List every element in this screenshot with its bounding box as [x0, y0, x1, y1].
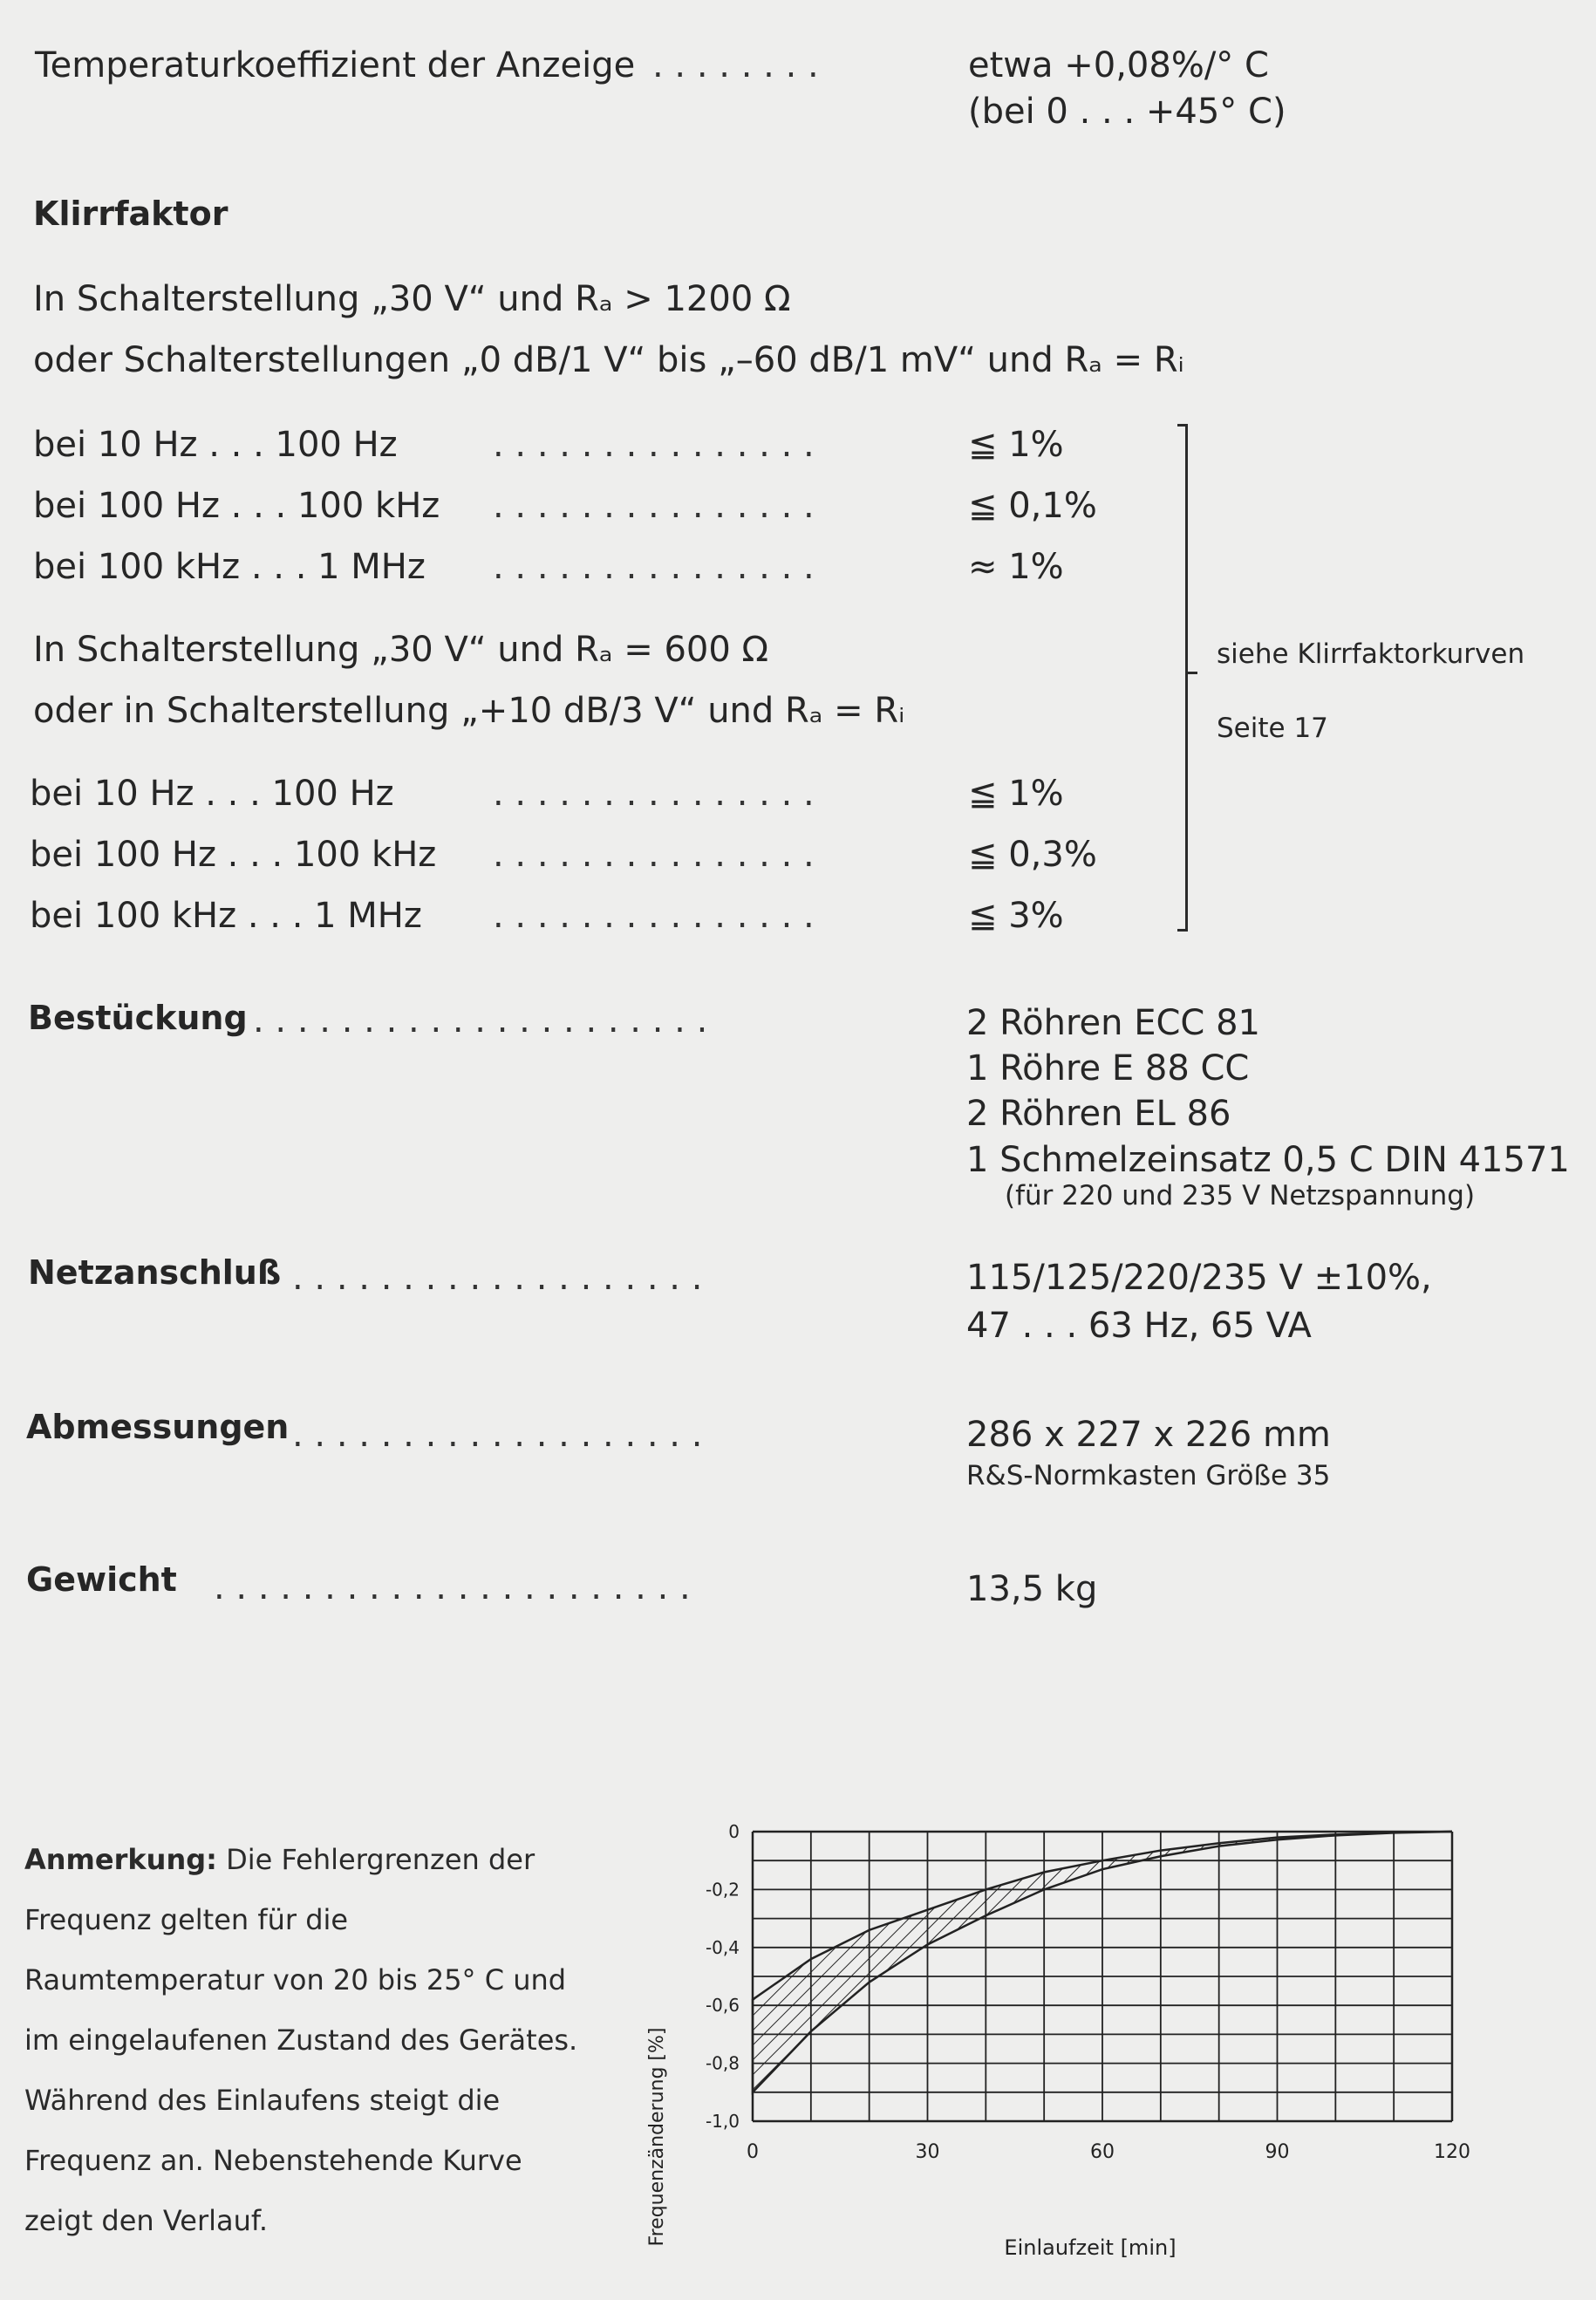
distortion-value: ≦ 1%	[968, 774, 1064, 814]
distortion-value: ≦ 0,1%	[968, 486, 1097, 526]
leader-dots: . . . . . . . . . . . . . . . . . . .	[292, 1258, 703, 1298]
weight-value: 13,5 kg	[966, 1569, 1098, 1609]
anmerkung-text: Die Fehlergrenzen der Frequenz gelten für die Raumtemperatur von 20 bis 25° C und im eingelaufenen Zustand des Gerätes. Während des Einlaufens steigt die Frequenz an. Nebenstehende Kurve zeigt den Verlauf.	[24, 1843, 578, 2237]
distortion-freq: bei 100 kHz . . . 1 MHz	[33, 547, 426, 587]
warmup-frequency-chart	[628, 1814, 1500, 2268]
distortion-value: ≦ 3%	[968, 896, 1064, 936]
distortion-freq: bei 100 Hz . . . 100 kHz	[30, 835, 437, 875]
distortion-freq: bei 100 kHz . . . 1 MHz	[30, 896, 422, 936]
mains-frequency-power: 47 . . . 63 Hz, 65 VA	[966, 1306, 1312, 1346]
leader-dots: . . . . . . . . . . . . . . .	[493, 896, 815, 936]
y-axis-ticks	[706, 1821, 740, 2132]
leader-dots: . . . . . . . . . . . . . . . . . . .	[292, 1415, 703, 1455]
leader-dots: . . . . . . . . . . . . . . . . . . . . .	[253, 1000, 708, 1041]
y-axis-label: Frequenzänderung [%]	[646, 2027, 668, 2247]
see-page-note: Seite 17	[1217, 713, 1328, 744]
anmerkung-paragraph	[24, 1830, 591, 2251]
klirrfaktor-condition2-line2: oder in Schalterstellung „+10 dB/3 V“ und Rₐ = Rᵢ	[33, 691, 905, 731]
bestueckung-label: Bestückung	[28, 999, 248, 1037]
x-tick-label: 60	[1090, 2141, 1115, 2163]
y-tick-label: -1,0	[705, 2111, 740, 2132]
tube-item: 1 Röhre E 88 CC	[966, 1048, 1250, 1089]
y-tick-label: -0,2	[705, 1879, 740, 1901]
curly-bracket	[1173, 424, 1188, 932]
klirrfaktor-condition2-line1: In Schalterstellung „30 V“ und Rₐ = 600 Ω	[33, 630, 769, 670]
abmessungen-label: Abmessungen	[26, 1408, 290, 1446]
leader-dots: . . . . . . . . . . . . . . .	[493, 774, 815, 814]
y-tick-label: -0,8	[705, 2052, 740, 2074]
x-tick-label: 30	[915, 2141, 940, 2163]
distortion-value: ≦ 0,3%	[968, 835, 1097, 875]
klirrfaktor-condition1-line2: oder Schalterstellungen „0 dB/1 V“ bis „–60 dB/1 mV“ und Rₐ = Rᵢ	[33, 340, 1184, 380]
temp-coefficient-value: etwa +0,08%/° C	[968, 45, 1269, 85]
x-axis-label: Einlaufzeit [min]	[1004, 2235, 1177, 2260]
leader-dots: . . . . . . . . . . . . . . .	[493, 835, 815, 875]
tube-item: 2 Röhren ECC 81	[966, 1003, 1260, 1043]
distortion-freq: bei 10 Hz . . . 100 Hz	[30, 774, 394, 814]
x-tick-label: 0	[747, 2141, 759, 2163]
anmerkung-lead: Anmerkung:	[24, 1843, 217, 1876]
distortion-value: ≦ 1%	[968, 425, 1064, 465]
distortion-freq: bei 100 Hz . . . 100 kHz	[33, 486, 440, 526]
fuse-note: (für 220 und 235 V Netzspannung)	[1005, 1180, 1476, 1211]
leader-dots: . . . . . . . . . . . . . . .	[493, 486, 815, 526]
leader-dots: . . . . . . . . . . . . . . .	[493, 425, 815, 465]
tube-item: 2 Röhren EL 86	[966, 1094, 1231, 1134]
cabinet-note: R&S-Normkasten Größe 35	[966, 1460, 1331, 1491]
gewicht-label: Gewicht	[26, 1560, 177, 1599]
temp-coefficient-range: (bei 0 . . . +45° C)	[968, 92, 1286, 132]
klirrfaktor-heading: Klirrfaktor	[33, 195, 228, 233]
x-axis-ticks	[747, 2141, 1470, 2163]
temp-coefficient-label: Temperaturkoeffizient der Anzeige	[35, 45, 636, 85]
fuse-item: 1 Schmelzeinsatz 0,5 C DIN 41571	[966, 1140, 1570, 1180]
netzanschluss-label: Netzanschluß	[28, 1253, 282, 1292]
distortion-value: ≈ 1%	[968, 547, 1064, 587]
leader-dots: . . . . . . . . . . . . . . . . . . . . . .	[214, 1567, 691, 1607]
y-tick-label: 0	[728, 1821, 740, 1842]
see-curves-note: siehe Klirrfaktorkurven	[1217, 638, 1525, 670]
mains-voltage: 115/125/220/235 V ±10%,	[966, 1258, 1432, 1298]
leader-dots: . . . . . . . . . . . . . . .	[493, 547, 815, 587]
y-tick-label: -0,4	[705, 1936, 740, 1958]
x-tick-label: 120	[1434, 2141, 1470, 2163]
y-tick-label: -0,6	[705, 1995, 740, 2017]
klirrfaktor-condition1-line1: In Schalterstellung „30 V“ und Rₐ > 1200 Ω	[33, 279, 791, 319]
dimensions-value: 286 x 227 x 226 mm	[966, 1415, 1331, 1455]
leader-dots: . . . . . . . .	[652, 45, 819, 85]
distortion-freq: bei 10 Hz . . . 100 Hz	[33, 425, 398, 465]
x-tick-label: 90	[1265, 2141, 1290, 2163]
